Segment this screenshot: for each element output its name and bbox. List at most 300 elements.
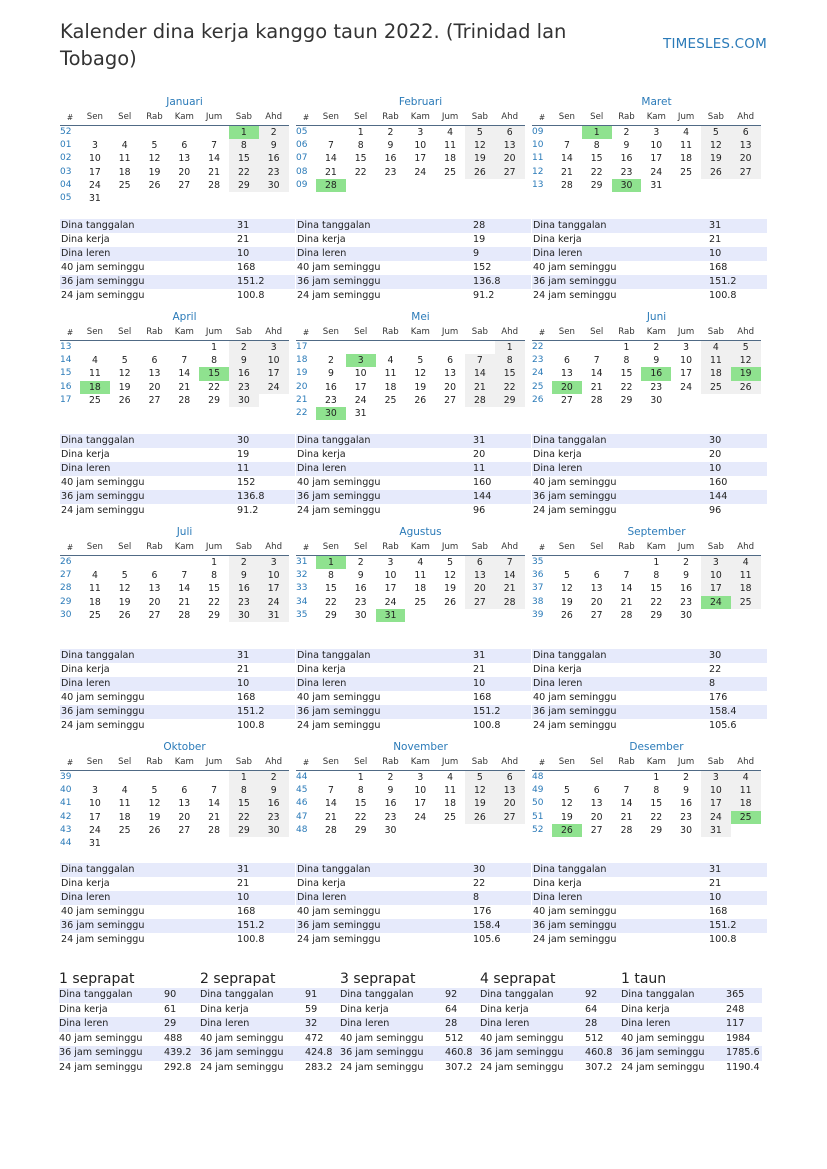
day-cell[interactable]: 7 <box>465 354 495 367</box>
day-cell[interactable]: 25 <box>444 166 456 178</box>
day-cell[interactable]: 5 <box>121 570 128 582</box>
day-cell[interactable]: 24 <box>701 596 731 609</box>
day-cell[interactable]: 21 <box>324 811 337 823</box>
day-cell[interactable] <box>140 556 170 569</box>
day-cell[interactable]: 7 <box>181 355 188 367</box>
day-cell[interactable]: 3 <box>387 557 394 568</box>
day-cell[interactable]: 11 <box>444 140 456 152</box>
day-cell[interactable]: 30 <box>680 609 692 621</box>
day-cell[interactable] <box>169 837 199 850</box>
day-cell[interactable]: 19 <box>560 811 573 823</box>
day-cell[interactable]: 4 <box>731 556 761 569</box>
brand-logo-link[interactable]: TIMESLES.COM <box>663 36 767 52</box>
day-cell[interactable]: 17 <box>701 797 731 810</box>
day-cell[interactable]: 3 <box>653 127 660 138</box>
day-cell[interactable]: 6 <box>181 785 188 797</box>
day-cell[interactable]: 23 <box>620 166 633 178</box>
day-cell[interactable]: 27 <box>731 166 761 179</box>
day-cell[interactable]: 5 <box>563 570 570 582</box>
day-cell[interactable] <box>140 771 170 784</box>
day-cell[interactable]: 10 <box>701 784 731 797</box>
day-cell[interactable]: 15 <box>229 797 259 810</box>
day-cell[interactable]: 17 <box>88 166 101 178</box>
day-cell[interactable] <box>552 126 582 139</box>
day-cell[interactable]: 17 <box>259 582 289 595</box>
day-cell[interactable]: 3 <box>701 556 731 569</box>
day-cell[interactable] <box>376 341 406 354</box>
day-cell[interactable]: 31 <box>259 609 289 622</box>
day-cell[interactable]: 20 <box>552 381 582 394</box>
day-cell[interactable]: 11 <box>118 798 131 810</box>
day-cell[interactable]: 10 <box>414 785 427 797</box>
day-cell[interactable]: 27 <box>148 394 161 406</box>
day-cell[interactable]: 19 <box>731 367 761 380</box>
day-cell[interactable]: 16 <box>680 583 692 595</box>
day-cell[interactable] <box>169 341 199 354</box>
day-cell[interactable]: 8 <box>495 354 525 367</box>
day-cell[interactable]: 24 <box>414 166 427 178</box>
day-cell[interactable]: 10 <box>384 570 397 582</box>
day-cell[interactable]: 22 <box>620 381 633 393</box>
day-cell[interactable]: 10 <box>259 569 289 582</box>
day-cell[interactable]: 14 <box>208 153 220 165</box>
day-cell[interactable]: 12 <box>560 798 573 810</box>
day-cell[interactable]: 11 <box>731 569 761 582</box>
day-cell[interactable]: 22 <box>495 381 525 394</box>
day-cell[interactable]: 14 <box>560 153 573 165</box>
day-cell[interactable]: 16 <box>354 583 367 595</box>
day-cell[interactable]: 30 <box>612 179 642 192</box>
day-cell[interactable]: 29 <box>495 394 525 407</box>
day-cell[interactable] <box>495 824 525 837</box>
day-cell[interactable]: 3 <box>91 785 98 797</box>
day-cell[interactable] <box>405 824 435 837</box>
day-cell[interactable]: 11 <box>88 583 101 595</box>
day-cell[interactable]: 12 <box>414 368 427 380</box>
day-cell[interactable]: 2 <box>683 772 690 783</box>
day-cell[interactable]: 25 <box>680 166 692 178</box>
day-cell[interactable]: 5 <box>465 771 495 784</box>
day-cell[interactable]: 26 <box>701 166 731 179</box>
day-cell[interactable]: 25 <box>118 179 131 191</box>
day-cell[interactable]: 15 <box>650 798 663 810</box>
day-cell[interactable]: 22 <box>208 381 220 393</box>
day-cell[interactable]: 21 <box>324 166 337 178</box>
day-cell[interactable]: 6 <box>495 126 525 139</box>
day-cell[interactable] <box>169 556 199 569</box>
day-cell[interactable]: 31 <box>88 837 101 849</box>
day-cell[interactable]: 23 <box>680 811 692 823</box>
day-cell[interactable] <box>229 837 259 850</box>
day-cell[interactable]: 24 <box>259 596 289 609</box>
day-cell[interactable]: 24 <box>88 179 101 191</box>
day-cell[interactable] <box>110 192 140 205</box>
day-cell[interactable]: 18 <box>384 381 397 393</box>
day-cell[interactable]: 12 <box>118 583 131 595</box>
day-cell[interactable]: 18 <box>80 381 110 394</box>
day-cell[interactable]: 8 <box>593 140 600 152</box>
day-cell[interactable]: 7 <box>327 785 334 797</box>
day-cell[interactable] <box>259 192 289 205</box>
day-cell[interactable]: 8 <box>623 355 630 367</box>
day-cell[interactable]: 4 <box>417 557 424 568</box>
day-cell[interactable]: 29 <box>208 609 220 621</box>
day-cell[interactable]: 26 <box>414 394 427 406</box>
day-cell[interactable]: 19 <box>414 381 427 393</box>
day-cell[interactable]: 18 <box>118 811 131 823</box>
day-cell[interactable]: 30 <box>229 609 259 622</box>
day-cell[interactable]: 9 <box>259 784 289 797</box>
day-cell[interactable]: 25 <box>88 609 101 621</box>
day-cell[interactable] <box>731 824 761 837</box>
day-cell[interactable]: 12 <box>465 139 495 152</box>
day-cell[interactable] <box>495 609 525 622</box>
day-cell[interactable]: 4 <box>91 570 98 582</box>
day-cell[interactable]: 8 <box>229 784 259 797</box>
day-cell[interactable]: 22 <box>229 811 259 824</box>
day-cell[interactable]: 3 <box>701 771 731 784</box>
day-cell[interactable] <box>465 341 495 354</box>
day-cell[interactable]: 26 <box>560 609 573 621</box>
day-cell[interactable]: 25 <box>414 596 427 608</box>
day-cell[interactable]: 4 <box>387 355 394 367</box>
day-cell[interactable]: 7 <box>563 140 570 152</box>
day-cell[interactable] <box>199 837 229 850</box>
day-cell[interactable]: 2 <box>387 127 394 138</box>
day-cell[interactable]: 31 <box>354 407 367 419</box>
day-cell[interactable]: 16 <box>259 152 289 165</box>
day-cell[interactable]: 16 <box>641 367 671 380</box>
day-cell[interactable]: 14 <box>465 367 495 380</box>
day-cell[interactable]: 18 <box>414 583 427 595</box>
day-cell[interactable]: 10 <box>259 354 289 367</box>
day-cell[interactable]: 13 <box>178 798 191 810</box>
day-cell[interactable] <box>465 609 495 622</box>
day-cell[interactable] <box>169 192 199 205</box>
day-cell[interactable]: 14 <box>324 798 337 810</box>
day-cell[interactable]: 21 <box>620 811 633 823</box>
day-cell[interactable] <box>110 126 140 139</box>
day-cell[interactable]: 3 <box>683 342 690 353</box>
day-cell[interactable] <box>671 179 701 192</box>
day-cell[interactable]: 2 <box>653 342 660 353</box>
day-cell[interactable]: 24 <box>88 824 101 836</box>
day-cell[interactable]: 9 <box>259 139 289 152</box>
day-cell[interactable]: 17 <box>650 153 663 165</box>
day-cell[interactable]: 14 <box>208 798 220 810</box>
day-cell[interactable] <box>259 837 289 850</box>
day-cell[interactable]: 30 <box>650 394 663 406</box>
day-cell[interactable] <box>229 192 259 205</box>
day-cell[interactable]: 21 <box>178 596 191 608</box>
day-cell[interactable]: 30 <box>259 179 289 192</box>
day-cell[interactable]: 31 <box>701 824 731 837</box>
day-cell[interactable]: 17 <box>88 811 101 823</box>
day-cell[interactable] <box>80 556 110 569</box>
day-cell[interactable]: 3 <box>417 127 424 138</box>
day-cell[interactable]: 5 <box>151 785 158 797</box>
day-cell[interactable]: 26 <box>118 609 131 621</box>
day-cell[interactable]: 23 <box>384 166 397 178</box>
day-cell[interactable]: 29 <box>650 824 663 836</box>
day-cell[interactable] <box>405 407 435 420</box>
day-cell[interactable]: 12 <box>444 570 456 582</box>
day-cell[interactable]: 18 <box>731 582 761 595</box>
day-cell[interactable]: 19 <box>148 166 161 178</box>
day-cell[interactable] <box>465 179 495 192</box>
day-cell[interactable] <box>80 341 110 354</box>
day-cell[interactable] <box>316 126 346 139</box>
day-cell[interactable]: 3 <box>259 341 289 354</box>
day-cell[interactable]: 25 <box>701 381 731 394</box>
day-cell[interactable]: 11 <box>384 368 397 380</box>
day-cell[interactable]: 30 <box>680 824 692 836</box>
day-cell[interactable]: 5 <box>465 126 495 139</box>
day-cell[interactable]: 25 <box>731 596 761 609</box>
day-cell[interactable]: 20 <box>178 166 191 178</box>
day-cell[interactable] <box>731 179 761 192</box>
day-cell[interactable] <box>435 341 465 354</box>
day-cell[interactable] <box>701 609 731 622</box>
day-cell[interactable]: 9 <box>387 140 394 152</box>
day-cell[interactable]: 15 <box>590 153 603 165</box>
day-cell[interactable]: 27 <box>444 394 456 406</box>
day-cell[interactable]: 27 <box>560 394 573 406</box>
day-cell[interactable]: 9 <box>327 368 334 380</box>
day-cell[interactable]: 28 <box>560 179 573 191</box>
day-cell[interactable]: 20 <box>590 596 603 608</box>
day-cell[interactable]: 2 <box>229 341 259 354</box>
day-cell[interactable]: 2 <box>327 355 334 367</box>
day-cell[interactable]: 28 <box>208 179 220 191</box>
day-cell[interactable]: 16 <box>384 153 397 165</box>
day-cell[interactable]: 19 <box>444 583 456 595</box>
day-cell[interactable]: 14 <box>178 368 191 380</box>
day-cell[interactable]: 27 <box>148 609 161 621</box>
day-cell[interactable] <box>316 341 346 354</box>
day-cell[interactable]: 13 <box>465 569 495 582</box>
day-cell[interactable]: 9 <box>387 785 394 797</box>
day-cell[interactable]: 22 <box>650 596 663 608</box>
day-cell[interactable]: 29 <box>620 394 633 406</box>
day-cell[interactable]: 27 <box>590 824 603 836</box>
day-cell[interactable]: 15 <box>208 583 220 595</box>
day-cell[interactable]: 8 <box>653 785 660 797</box>
day-cell[interactable]: 25 <box>384 394 397 406</box>
day-cell[interactable]: 7 <box>623 570 630 582</box>
day-cell[interactable] <box>140 341 170 354</box>
day-cell[interactable]: 30 <box>354 609 367 621</box>
day-cell[interactable]: 27 <box>178 179 191 191</box>
day-cell[interactable]: 5 <box>731 341 761 354</box>
day-cell[interactable]: 15 <box>324 583 337 595</box>
day-cell[interactable]: 28 <box>465 394 495 407</box>
day-cell[interactable]: 11 <box>118 153 131 165</box>
day-cell[interactable] <box>465 407 495 420</box>
day-cell[interactable]: 26 <box>444 596 456 608</box>
day-cell[interactable]: 28 <box>316 179 346 192</box>
day-cell[interactable]: 5 <box>447 557 454 568</box>
day-cell[interactable]: 24 <box>680 381 692 393</box>
day-cell[interactable]: 29 <box>208 394 220 406</box>
day-cell[interactable] <box>110 837 140 850</box>
day-cell[interactable]: 20 <box>590 811 603 823</box>
day-cell[interactable]: 1 <box>316 556 346 569</box>
day-cell[interactable]: 8 <box>211 570 218 582</box>
day-cell[interactable]: 14 <box>620 798 633 810</box>
day-cell[interactable]: 18 <box>118 166 131 178</box>
day-cell[interactable]: 3 <box>417 772 424 783</box>
day-cell[interactable]: 23 <box>650 381 663 393</box>
day-cell[interactable]: 2 <box>387 772 394 783</box>
day-cell[interactable] <box>405 179 435 192</box>
day-cell[interactable]: 9 <box>229 354 259 367</box>
day-cell[interactable]: 12 <box>701 139 731 152</box>
day-cell[interactable]: 12 <box>731 354 761 367</box>
day-cell[interactable]: 9 <box>623 140 630 152</box>
day-cell[interactable]: 25 <box>118 824 131 836</box>
day-cell[interactable]: 15 <box>199 367 229 380</box>
day-cell[interactable]: 19 <box>148 811 161 823</box>
day-cell[interactable]: 19 <box>560 596 573 608</box>
day-cell[interactable] <box>552 771 582 784</box>
day-cell[interactable] <box>612 771 642 784</box>
day-cell[interactable]: 6 <box>151 355 158 367</box>
day-cell[interactable]: 4 <box>731 771 761 784</box>
day-cell[interactable]: 27 <box>495 811 525 824</box>
day-cell[interactable]: 15 <box>495 367 525 380</box>
day-cell[interactable]: 16 <box>229 367 259 380</box>
day-cell[interactable]: 2 <box>259 771 289 784</box>
day-cell[interactable]: 23 <box>229 381 259 394</box>
day-cell[interactable]: 22 <box>208 596 220 608</box>
day-cell[interactable]: 3 <box>91 140 98 152</box>
day-cell[interactable]: 10 <box>701 569 731 582</box>
day-cell[interactable]: 24 <box>701 811 731 824</box>
day-cell[interactable]: 26 <box>465 166 495 179</box>
day-cell[interactable]: 1 <box>653 772 660 783</box>
day-cell[interactable]: 16 <box>229 582 259 595</box>
day-cell[interactable]: 28 <box>324 824 337 836</box>
day-cell[interactable]: 10 <box>414 140 427 152</box>
day-cell[interactable]: 23 <box>680 596 692 608</box>
day-cell[interactable]: 28 <box>208 824 220 836</box>
day-cell[interactable]: 25 <box>731 811 761 824</box>
day-cell[interactable]: 4 <box>121 140 128 152</box>
day-cell[interactable] <box>110 771 140 784</box>
day-cell[interactable]: 27 <box>590 609 603 621</box>
day-cell[interactable]: 6 <box>731 126 761 139</box>
day-cell[interactable]: 4 <box>683 127 690 138</box>
day-cell[interactable]: 27 <box>465 596 495 609</box>
day-cell[interactable]: 19 <box>465 797 495 810</box>
day-cell[interactable]: 10 <box>88 798 101 810</box>
day-cell[interactable]: 23 <box>259 166 289 179</box>
day-cell[interactable] <box>140 126 170 139</box>
day-cell[interactable]: 18 <box>88 596 101 608</box>
day-cell[interactable]: 29 <box>229 824 259 837</box>
day-cell[interactable]: 26 <box>465 811 495 824</box>
day-cell[interactable]: 5 <box>121 355 128 367</box>
day-cell[interactable]: 9 <box>357 570 364 582</box>
day-cell[interactable]: 19 <box>701 152 731 165</box>
day-cell[interactable]: 27 <box>495 166 525 179</box>
day-cell[interactable]: 19 <box>118 596 131 608</box>
day-cell[interactable]: 7 <box>623 785 630 797</box>
day-cell[interactable]: 8 <box>357 140 364 152</box>
day-cell[interactable]: 20 <box>495 797 525 810</box>
day-cell[interactable]: 18 <box>680 153 692 165</box>
day-cell[interactable] <box>731 609 761 622</box>
day-cell[interactable]: 13 <box>731 139 761 152</box>
day-cell[interactable] <box>140 837 170 850</box>
day-cell[interactable]: 21 <box>208 811 220 823</box>
day-cell[interactable]: 4 <box>447 772 454 783</box>
day-cell[interactable]: 14 <box>178 583 191 595</box>
day-cell[interactable] <box>552 341 582 354</box>
day-cell[interactable]: 3 <box>346 354 376 367</box>
day-cell[interactable]: 20 <box>731 152 761 165</box>
day-cell[interactable]: 6 <box>593 570 600 582</box>
day-cell[interactable]: 20 <box>178 811 191 823</box>
day-cell[interactable]: 4 <box>447 127 454 138</box>
day-cell[interactable]: 1 <box>229 126 259 139</box>
day-cell[interactable]: 12 <box>118 368 131 380</box>
day-cell[interactable] <box>80 126 110 139</box>
day-cell[interactable]: 7 <box>181 570 188 582</box>
day-cell[interactable]: 29 <box>354 824 367 836</box>
day-cell[interactable] <box>701 179 731 192</box>
day-cell[interactable]: 2 <box>683 557 690 568</box>
day-cell[interactable]: 20 <box>444 381 456 393</box>
day-cell[interactable] <box>582 341 612 354</box>
day-cell[interactable]: 6 <box>563 355 570 367</box>
day-cell[interactable]: 27 <box>178 824 191 836</box>
day-cell[interactable]: 31 <box>650 179 663 191</box>
day-cell[interactable]: 16 <box>384 798 397 810</box>
day-cell[interactable]: 8 <box>229 139 259 152</box>
day-cell[interactable] <box>465 824 495 837</box>
day-cell[interactable]: 16 <box>259 797 289 810</box>
day-cell[interactable]: 28 <box>178 394 191 406</box>
day-cell[interactable]: 1 <box>211 557 218 568</box>
day-cell[interactable]: 23 <box>324 394 337 406</box>
day-cell[interactable]: 17 <box>354 381 367 393</box>
day-cell[interactable]: 24 <box>259 381 289 394</box>
day-cell[interactable]: 20 <box>465 582 495 595</box>
day-cell[interactable]: 25 <box>88 394 101 406</box>
day-cell[interactable]: 10 <box>354 368 367 380</box>
day-cell[interactable]: 6 <box>181 140 188 152</box>
day-cell[interactable]: 12 <box>148 153 161 165</box>
day-cell[interactable]: 22 <box>650 811 663 823</box>
day-cell[interactable]: 29 <box>324 609 337 621</box>
day-cell[interactable]: 9 <box>683 570 690 582</box>
day-cell[interactable]: 1 <box>229 771 259 784</box>
day-cell[interactable]: 2 <box>259 126 289 139</box>
day-cell[interactable]: 13 <box>590 798 603 810</box>
day-cell[interactable]: 19 <box>465 152 495 165</box>
day-cell[interactable] <box>552 556 582 569</box>
day-cell[interactable]: 21 <box>560 166 573 178</box>
day-cell[interactable]: 8 <box>327 570 334 582</box>
day-cell[interactable]: 4 <box>121 785 128 797</box>
day-cell[interactable]: 6 <box>593 785 600 797</box>
day-cell[interactable]: 1 <box>211 342 218 353</box>
day-cell[interactable] <box>495 407 525 420</box>
day-cell[interactable]: 11 <box>701 354 731 367</box>
day-cell[interactable]: 8 <box>653 570 660 582</box>
